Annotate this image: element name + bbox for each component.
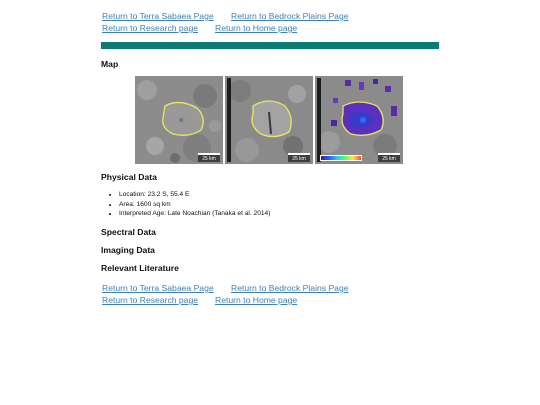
- link-bedrock-plains[interactable]: Return to Bedrock Plains Page: [231, 283, 349, 293]
- link-terra-sabaea[interactable]: Return to Terra Sabaea Page: [102, 283, 214, 293]
- bottom-navigation: [101, 282, 441, 306]
- map-panel-thermal: [225, 76, 313, 164]
- map-panel-visible: [135, 76, 223, 164]
- section-heading-spectral-data: Spectral Data: [101, 227, 156, 237]
- link-bedrock-plains[interactable]: Return to Bedrock Plains Page: [231, 11, 349, 21]
- section-heading-imaging-data: Imaging Data: [101, 245, 155, 255]
- map-image-strip: [135, 76, 405, 164]
- terrain-image: [225, 76, 313, 164]
- list-item: • Location: 23.2 S, 55.4 E: [119, 190, 270, 200]
- link-research[interactable]: Return to Research page: [102, 23, 199, 33]
- list-item: • Area: 1600 sq km: [119, 200, 270, 210]
- map-panel-spectral: [315, 76, 403, 164]
- header-divider-bar: [101, 42, 439, 49]
- scale-bar: 25 km: [288, 153, 310, 162]
- link-home[interactable]: Return to Home page: [215, 295, 298, 305]
- section-heading-map: Map: [101, 59, 119, 69]
- section-heading-relevant-literature: Relevant Literature: [101, 263, 179, 273]
- color-scale-bar: [320, 155, 362, 161]
- link-research[interactable]: Return to Research page: [102, 295, 199, 305]
- terrain-image: [135, 76, 223, 164]
- link-home[interactable]: Return to Home page: [215, 23, 298, 33]
- section-heading-physical-data: Physical Data: [101, 172, 157, 182]
- top-navigation: [101, 10, 441, 34]
- scale-bar: 25 km: [198, 153, 220, 162]
- physical-data-list: [101, 190, 270, 219]
- spectral-overlay-image: [315, 76, 403, 164]
- list-item: • Interpreted Age: Late Noachian (Tanaka et al. 2014): [119, 209, 270, 219]
- scale-bar: 25 km: [378, 153, 400, 162]
- link-terra-sabaea[interactable]: Return to Terra Sabaea Page: [102, 11, 214, 21]
